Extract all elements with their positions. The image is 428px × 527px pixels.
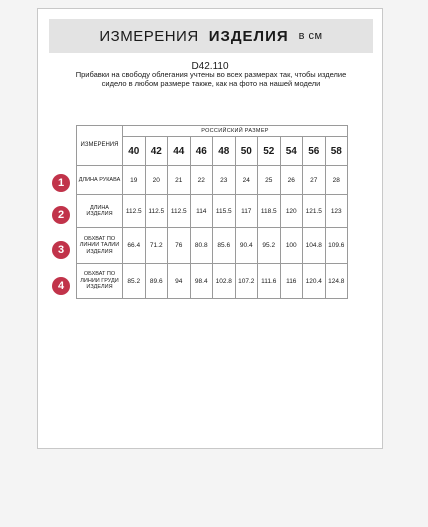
title-word-2: ИЗДЕЛИЯ <box>208 27 289 45</box>
fit-note: Прибавки на свободу облегания учтены во всех размерах так, чтобы изделие сидело в любом размере также, как на фото на нашей модели <box>75 70 347 89</box>
table-cell: 76 <box>168 228 191 264</box>
table-cell: 85.6 <box>213 228 236 264</box>
table-cell: 21 <box>168 166 191 195</box>
table-cell: 89.6 <box>145 264 168 299</box>
table-cell: 80.8 <box>190 228 213 264</box>
table-cell: 114 <box>190 195 213 228</box>
table-cell: 124.8 <box>325 264 348 299</box>
table-cell: 112.5 <box>123 195 146 228</box>
row-number-badge-2: 2 <box>52 206 70 224</box>
table-cell: 120 <box>280 195 303 228</box>
size-50: 50 <box>235 137 258 166</box>
product-code: D42.110 <box>191 61 229 72</box>
table-cell: 19 <box>123 166 146 195</box>
title-bar <box>49 19 373 53</box>
table-row <box>77 228 348 264</box>
row-label: ОБХВАТ ПО ЛИНИИ ТАЛИИ ИЗДЕЛИЯ <box>77 228 123 264</box>
table-cell: 121.5 <box>303 195 326 228</box>
table-cell: 20 <box>145 166 168 195</box>
size-42: 42 <box>145 137 168 166</box>
size-48: 48 <box>213 137 236 166</box>
table-row <box>77 166 348 195</box>
size-chart-sheet <box>37 8 383 449</box>
row-label: ОБХВАТ ПО ЛИНИИ ГРУДИ ИЗДЕЛИЯ <box>77 264 123 299</box>
table-row <box>77 195 348 228</box>
table-row <box>77 264 348 299</box>
table-cell: 123 <box>325 195 348 228</box>
table-cell: 102.8 <box>213 264 236 299</box>
table-cell: 23 <box>213 166 236 195</box>
table-cell: 109.6 <box>325 228 348 264</box>
table-cell: 94 <box>168 264 191 299</box>
table-cell: 116 <box>280 264 303 299</box>
table-cell: 24 <box>235 166 258 195</box>
table-cell: 100 <box>280 228 303 264</box>
size-54: 54 <box>280 137 303 166</box>
size-group-header: РОССИЙСКИЙ РАЗМЕР <box>123 126 348 137</box>
table-cell: 118.5 <box>258 195 281 228</box>
table-cell: 95.2 <box>258 228 281 264</box>
table-cell: 120.4 <box>303 264 326 299</box>
table-cell: 90.4 <box>235 228 258 264</box>
size-58: 58 <box>325 137 348 166</box>
measure-header: ИЗМЕРЕНИЯ <box>77 126 123 166</box>
table-cell: 26 <box>280 166 303 195</box>
row-label: ДЛИНА РУКАВА <box>77 166 123 195</box>
table-cell: 28 <box>325 166 348 195</box>
row-label: ДЛИНА ИЗДЕЛИЯ <box>77 195 123 228</box>
title-unit: в см <box>298 30 323 42</box>
size-56: 56 <box>303 137 326 166</box>
size-table <box>76 125 348 299</box>
table-cell: 25 <box>258 166 281 195</box>
size-44: 44 <box>168 137 191 166</box>
table-cell: 98.4 <box>190 264 213 299</box>
table-cell: 115.5 <box>213 195 236 228</box>
size-52: 52 <box>258 137 281 166</box>
row-number-badge-3: 3 <box>52 241 70 259</box>
row-number-badge-1: 1 <box>52 174 70 192</box>
table-cell: 111.6 <box>258 264 281 299</box>
table-cell: 22 <box>190 166 213 195</box>
size-40: 40 <box>123 137 146 166</box>
size-46: 46 <box>190 137 213 166</box>
table-cell: 112.5 <box>145 195 168 228</box>
table-cell: 104.8 <box>303 228 326 264</box>
table-cell: 71.2 <box>145 228 168 264</box>
table-cell: 117 <box>235 195 258 228</box>
row-number-badge-4: 4 <box>52 277 70 295</box>
table-cell: 112.5 <box>168 195 191 228</box>
table-cell: 85.2 <box>123 264 146 299</box>
table-cell: 107.2 <box>235 264 258 299</box>
title-word-1: ИЗМЕРЕНИЯ <box>99 27 199 45</box>
table-cell: 27 <box>303 166 326 195</box>
table-cell: 66.4 <box>123 228 146 264</box>
